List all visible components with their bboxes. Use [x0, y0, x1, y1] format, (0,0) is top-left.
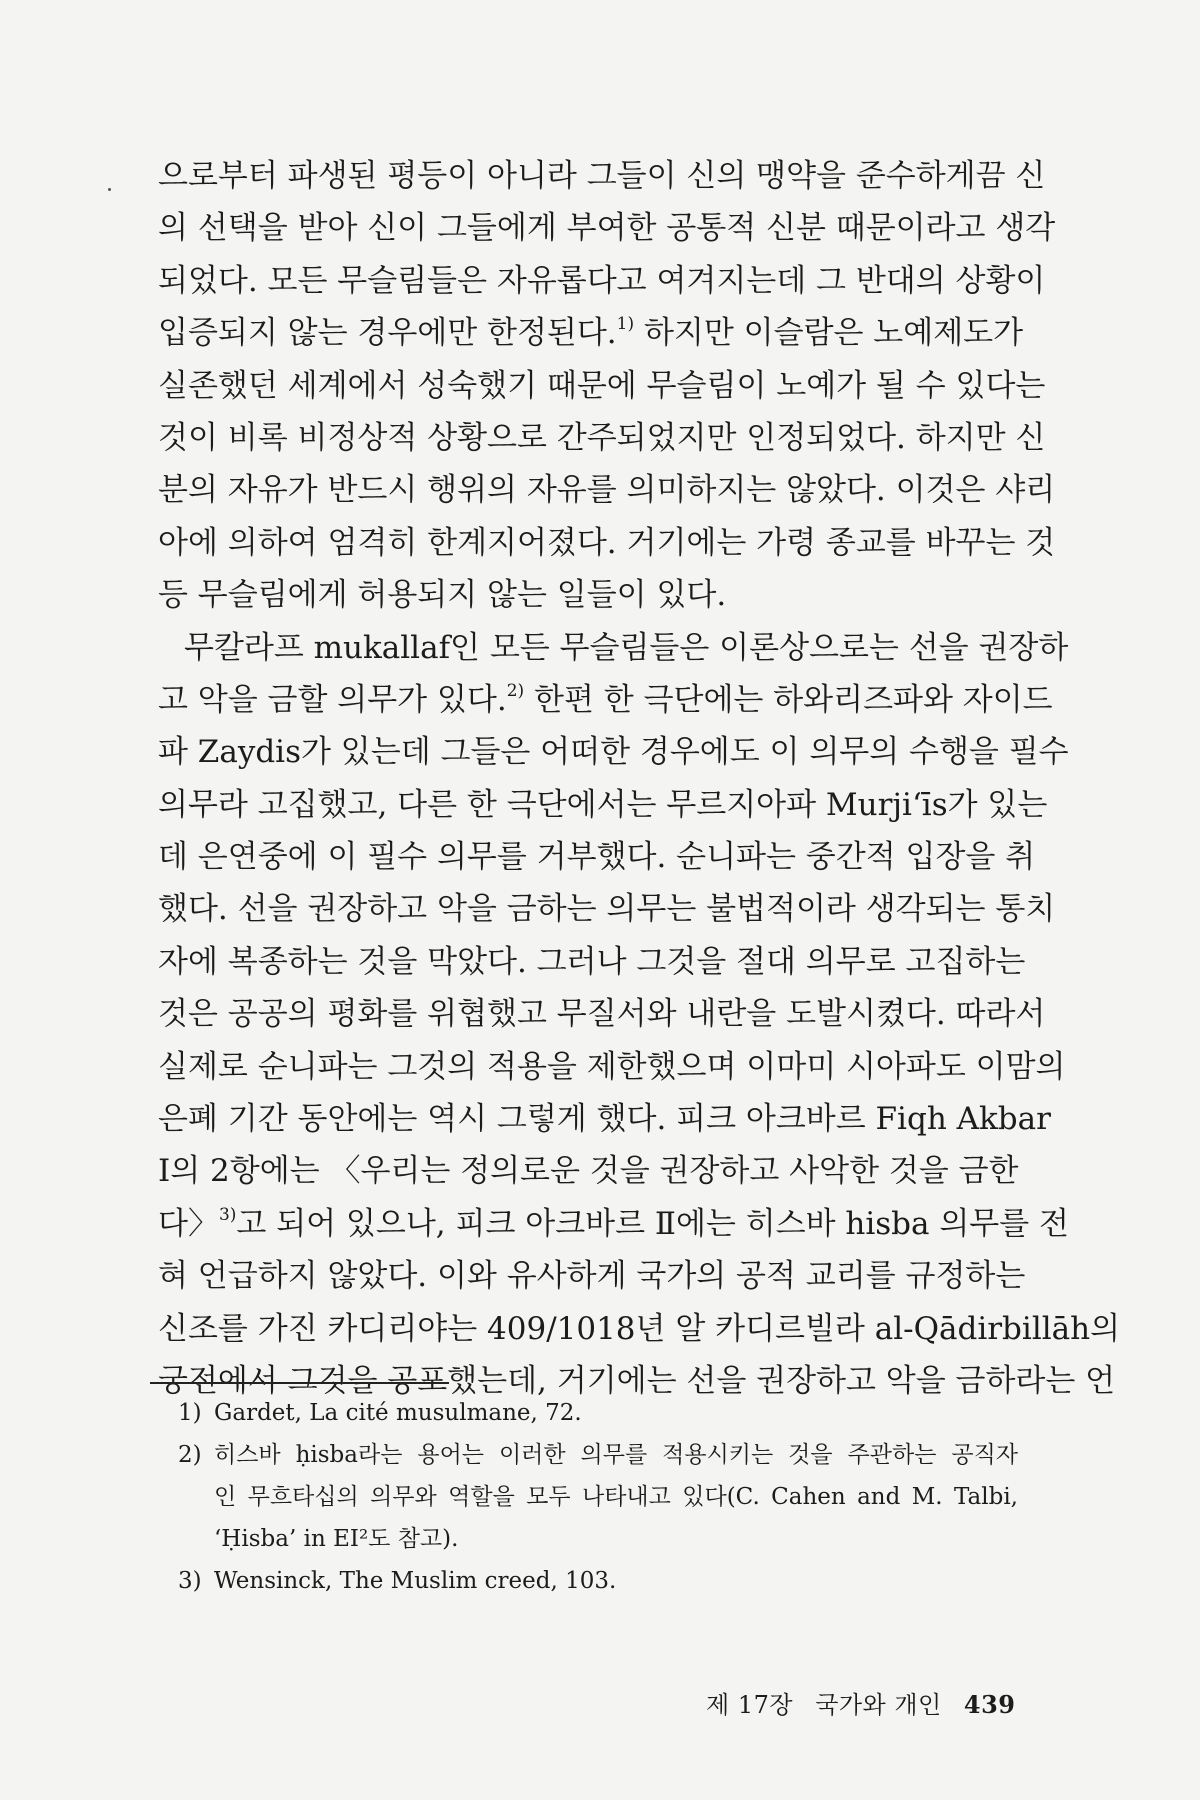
body-line-21-part-b: 고 되어 있으나, 피크 아크바르 Ⅱ에는 히스바 hisba 의무를 전: [236, 1205, 1069, 1242]
body-line-19: 은폐 기간 동안에는 역시 그렇게 했다. 피크 아크바르 Fiqh Akbar: [158, 1101, 1051, 1138]
body-line-6: 것이 비록 비정상적 상황으로 간주되었지만 인정되었다. 하지만 신: [158, 419, 1046, 456]
body-line-4-part-a: 입증되지 않는 경우에만 한정된다.: [158, 315, 617, 352]
body-line-1: 으로부터 파생된 평등이 아니라 그들이 신의 맹약을 준수하게끔 신: [158, 158, 1046, 194]
body-line-22: 혀 언급하지 않았다. 이와 유사하게 국가의 공적 교리를 규정하는: [158, 1258, 1026, 1295]
body-line-4: [158, 307, 1024, 359]
body-line-24: 궁전에서 그것을 공포했는데, 거기에는 선을 권장하고 악을 금하라는 언: [158, 1362, 1116, 1399]
footnote-line: 히스바 ḥisba라는 용어는 이러한 의무를 적용시키는 것을 주관하는 공직자: [214, 1442, 1018, 1468]
body-line-11: [158, 674, 1053, 726]
footnote-number: 1): [178, 1400, 202, 1426]
body-line-14: 데 은연중에 이 필수 의무를 거부했다. 순니파는 중간적 입장을 취: [158, 839, 1036, 876]
body-text: [158, 150, 1121, 1407]
footnotes: [178, 1392, 1018, 1602]
body-line-17: 것은 공공의 평화를 위협했고 무질서와 내란을 도발시켰다. 따라서: [158, 996, 1046, 1033]
footnote-number: 3): [178, 1568, 202, 1594]
body-line-21: [158, 1198, 1069, 1250]
body-line-5: 실존했던 세계에서 성숙했기 때문에 무슬림이 노예가 될 수 있다는: [158, 367, 1046, 404]
footnote-line: 인 무흐타십의 의무와 역할을 모두 나타내고 있다(C. Cahen and M. Talbi,: [214, 1484, 1018, 1510]
footnote-number: 2): [178, 1442, 202, 1468]
body-line-8: 아에 의하여 엄격히 한계지어졌다. 거기에는 가령 종교를 바꾸는 것: [158, 524, 1056, 561]
running-footer: [706, 1685, 1030, 1720]
footnote-ref-1: 1): [616, 314, 635, 335]
body-line-21-part-a: 다〉: [158, 1205, 219, 1242]
stray-mark: [108, 188, 111, 191]
chapter-title: 국가와 개인: [815, 1691, 942, 1719]
footnote-line: ‘Ḥisba’ in EI²도 참고).: [214, 1526, 459, 1552]
body-line-23: 신조를 가진 카디리야는 409/1018년 알 카디르빌라 al-Qādirbillāh의: [158, 1310, 1121, 1347]
footnote-ref-2: 2): [506, 680, 525, 701]
body-line-15: 했다. 선을 권장하고 악을 금하는 의무는 불법적이라 생각되는 통치: [158, 891, 1056, 928]
footnote-separator: [150, 1382, 449, 1384]
body-line-13: 의무라 고집했고, 다른 한 극단에서는 무르지아파 Murji‘īs가 있는: [158, 786, 1048, 823]
footnote-ref-3: 3): [218, 1204, 237, 1225]
body-line-20: Ⅰ의 2항에는 〈우리는 정의로운 것을 권장하고 사악한 것을 금한: [158, 1153, 1019, 1190]
body-line-18: 실제로 순니파는 그것의 적용을 제한했으며 이마미 시아파도 이맘의: [158, 1048, 1066, 1085]
footnote-3: [178, 1560, 1018, 1602]
body-line-16: 자에 복종하는 것을 막았다. 그러나 그것을 절대 의무로 고집하는: [158, 943, 1026, 980]
body-line-7: 분의 자유가 반드시 행위의 자유를 의미하지는 않았다. 이것은 샤리: [158, 472, 1056, 509]
body-line-9: 등 무슬림에게 허용되지 않는 일들이 있다.: [158, 577, 727, 614]
footnote-line: Wensinck, The Muslim creed, 103.: [214, 1568, 617, 1594]
body-line-4-part-b: 하지만 이슬람은 노예제도가: [634, 315, 1024, 352]
body-line-11-part-b: 한편 한 극단에는 하와리즈파와 자이드: [524, 681, 1053, 718]
footnote-line: Gardet, La cité musulmane, 72.: [214, 1400, 582, 1426]
footnote-1: [178, 1392, 1018, 1434]
body-line-10: 무칼라프 mukallaf인 모든 무슬림들은 이론상으로는 선을 권장하: [184, 629, 1069, 666]
chapter-label: 제 17장: [706, 1691, 794, 1719]
body-line-11-part-a: 고 악을 금할 의무가 있다.: [158, 681, 507, 718]
page-number: 439: [963, 1690, 1016, 1719]
body-line-3: 되었다. 모든 무슬림들은 자유롭다고 여겨지는데 그 반대의 상황이: [158, 262, 1046, 299]
body-line-12: 파 Zaydis가 있는데 그들은 어떠한 경우에도 이 의무의 수행을 필수: [158, 734, 1069, 771]
body-line-2: 의 선택을 받아 신이 그들에게 부여한 공통적 신분 때문이라고 생각: [158, 210, 1056, 247]
footnote-2: [178, 1434, 1018, 1560]
